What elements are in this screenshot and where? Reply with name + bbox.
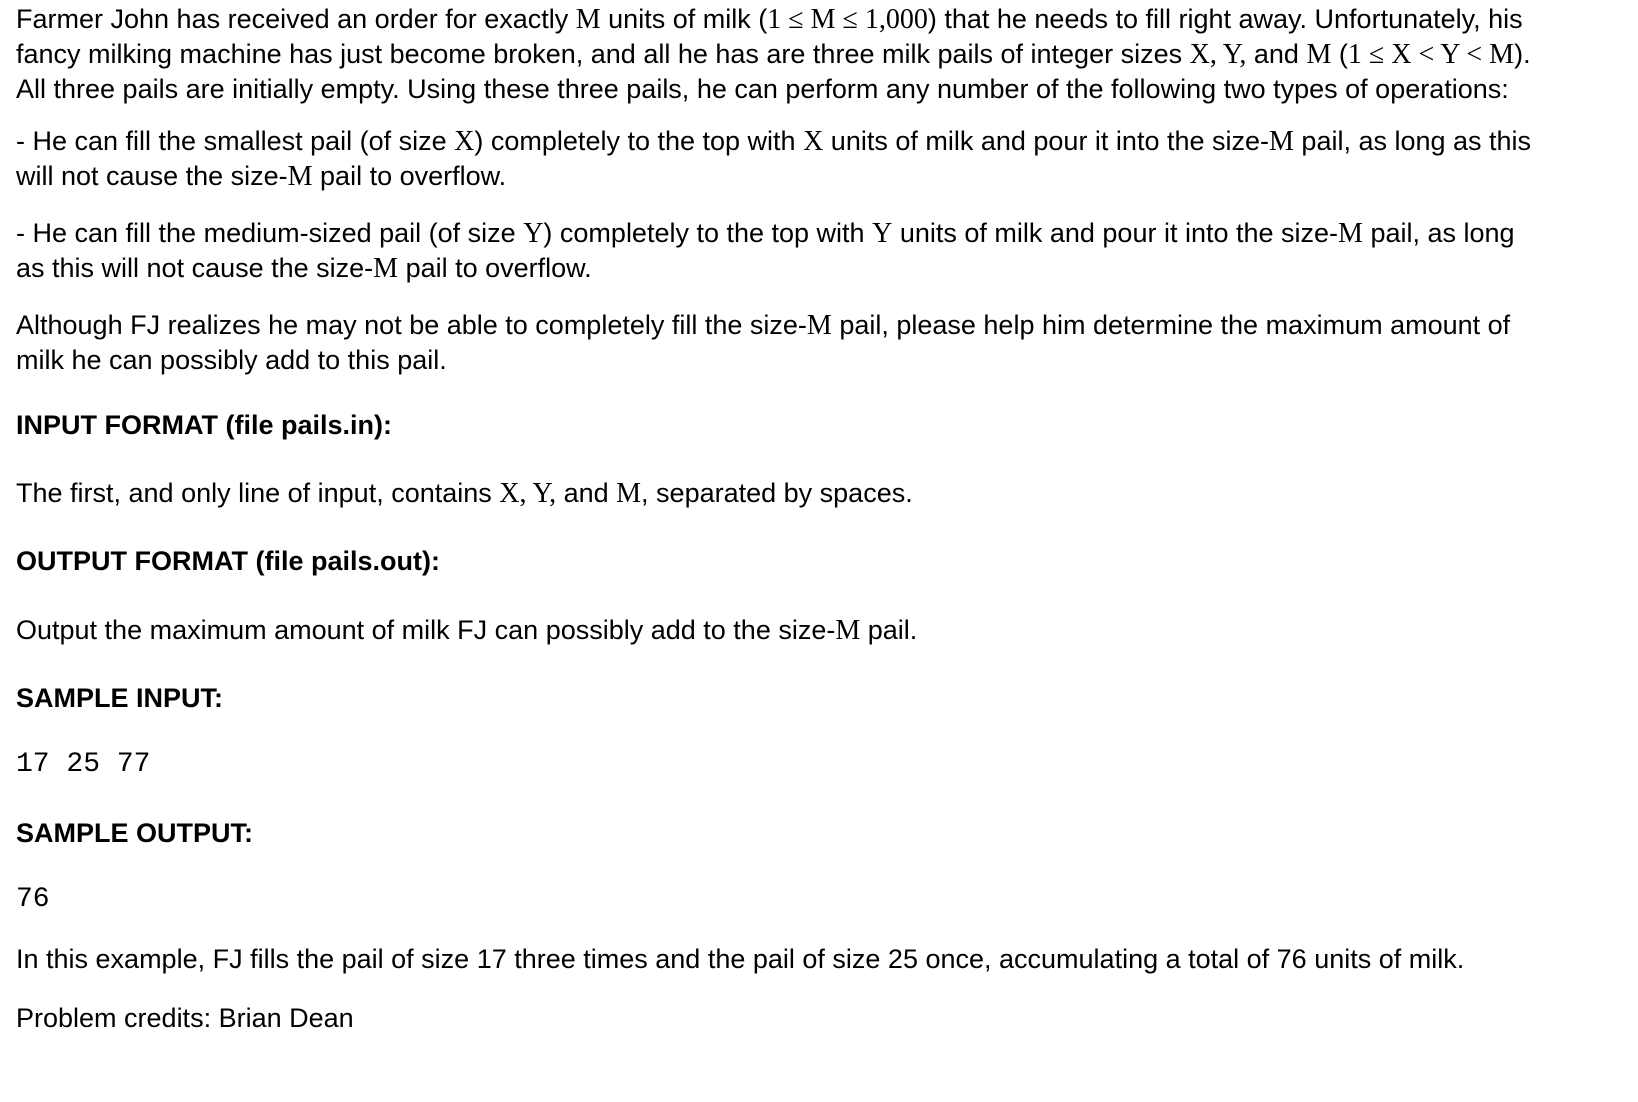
input-format-heading: INPUT FORMAT (file pails.in):: [16, 410, 392, 440]
intro-line-3: All three pails are initially empty. Using these three pails, he can perform any number of the following two types of operations:: [16, 74, 1509, 104]
math-m: M: [1269, 126, 1294, 157]
math-m: M: [835, 615, 861, 646]
math-m: M: [806, 310, 832, 341]
math-m: M: [1306, 39, 1332, 70]
operation-2-paragraph: [16, 216, 1628, 286]
explanation-text: In this example, FJ fills the pail of size 17 three times and the pail of size 25 once, accumulating a total of 76 units of milk.: [16, 944, 1465, 974]
goal-line-2: milk he can possibly add to this pail.: [16, 345, 447, 375]
math-y: Y: [523, 218, 544, 249]
intro-line-2: fancy milking machine has just become broken, and all he has are three milk pails of integer sizes X, Y, and M (1 ≤ X < Y < M).: [16, 39, 1531, 70]
math-x: X: [803, 126, 824, 157]
goal-paragraph: [16, 308, 1628, 377]
math-m: M: [616, 478, 642, 509]
sample-input-value: 17 25 77: [16, 749, 151, 780]
math-m: M: [575, 4, 601, 35]
math-xym-constraint: 1 ≤ X < Y < M: [1347, 39, 1515, 70]
sample-input-heading: SAMPLE INPUT:: [16, 683, 224, 713]
operation-2-line-1: - He can fill the medium-sized pail (of size Y) completely to the top with Y units of milk and pour it into the size-M pail, as long: [16, 218, 1515, 249]
credits-text: Problem credits: Brian Dean: [16, 1003, 354, 1033]
math-x: X: [454, 126, 475, 157]
input-format-text: The first, and only line of input, contains X, Y, and M, separated by spaces.: [16, 478, 913, 509]
math-xy: X, Y,: [499, 478, 557, 509]
output-format-text: Output the maximum amount of milk FJ can possibly add to the size-M pail.: [16, 615, 918, 646]
output-format-heading: OUTPUT FORMAT (file pails.out):: [16, 546, 440, 576]
sample-output-value: 76: [16, 884, 50, 915]
intro-paragraph: [16, 2, 1628, 106]
math-m-constraint: 1 ≤ M ≤ 1,000: [767, 4, 928, 35]
operation-1-line-2: will not cause the size-M pail to overflow.: [16, 161, 507, 192]
operation-2-line-2: as this will not cause the size-M pail to overflow.: [16, 253, 592, 284]
math-y: Y: [872, 218, 893, 249]
goal-line-1: Although FJ realizes he may not be able to completely fill the size-M pail, please help him determine the maximum amount of: [16, 310, 1511, 341]
operation-1-line-1: - He can fill the smallest pail (of size X) completely to the top with X units of milk and pour it into the size-M pail, as long as this: [16, 126, 1532, 157]
math-m: M: [373, 253, 399, 284]
math-m: M: [1338, 218, 1363, 249]
math-m: M: [287, 161, 313, 192]
operation-1-paragraph: [16, 124, 1628, 194]
sample-output-heading: SAMPLE OUTPUT:: [16, 818, 254, 848]
math-xy: X, Y,: [1189, 39, 1247, 70]
intro-line-1: Farmer John has received an order for exactly M units of milk (1 ≤ M ≤ 1,000) that he needs to fill right away. Unfortunately, his: [16, 4, 1523, 35]
